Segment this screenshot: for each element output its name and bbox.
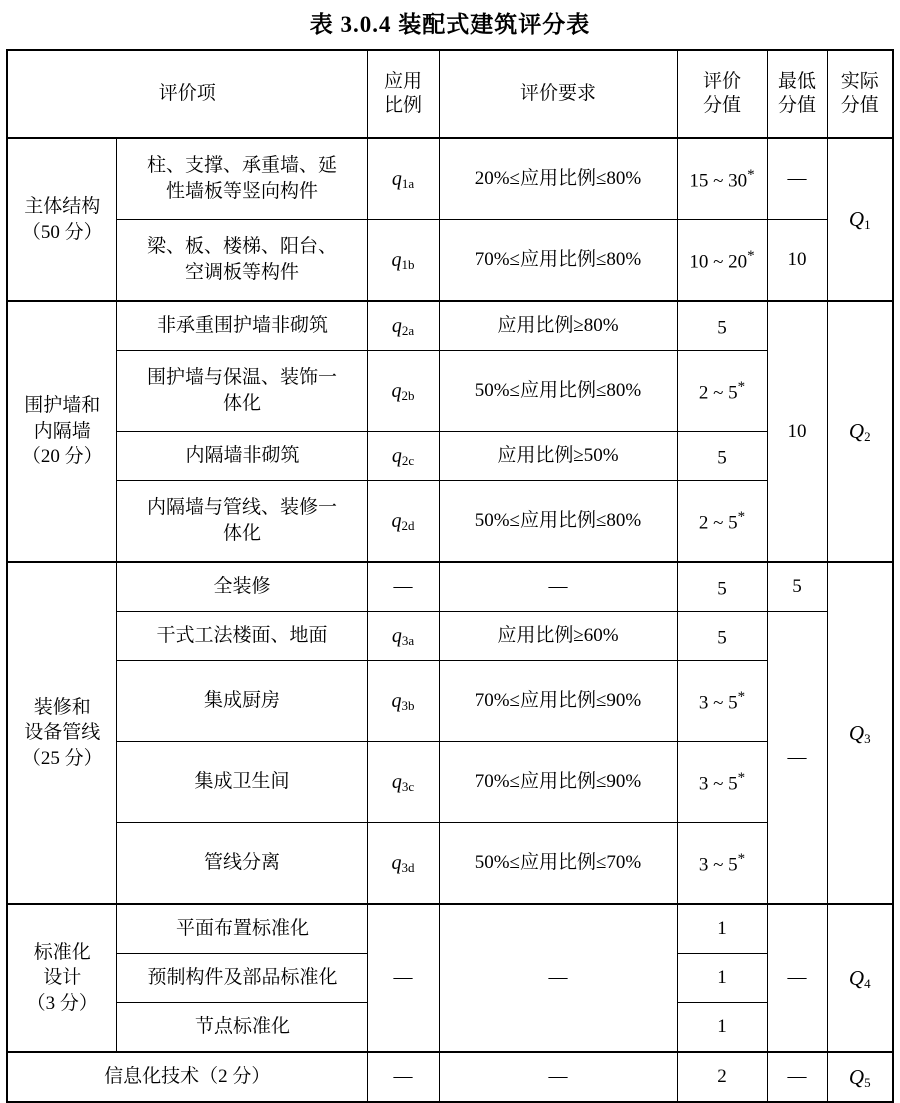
ratio-symbol: [367, 742, 439, 823]
ratio-symbol: —: [367, 904, 439, 1052]
symbol-sub: 2d: [401, 517, 415, 533]
actual-base: Q: [848, 965, 865, 990]
symbol-base: q: [391, 624, 402, 647]
section-standardization-line1: 标准化: [33, 941, 91, 963]
symbol-base: q: [391, 444, 402, 467]
symbol-base: q: [391, 167, 402, 190]
item-label: [117, 481, 367, 563]
score-star: *: [737, 508, 746, 525]
symbol-sub: 3a: [401, 632, 415, 648]
requirement-text: 70%≤应用比例≤90%: [439, 742, 677, 823]
section-envelope-line2: 内隔墙: [33, 420, 91, 442]
header-min-score: [767, 50, 827, 138]
score-value: 1: [677, 904, 767, 954]
section-standardization-line2: 设计: [43, 967, 82, 989]
table-row: [7, 562, 893, 612]
score-star: *: [737, 688, 746, 705]
ratio-symbol: [367, 432, 439, 481]
score-value: [677, 351, 767, 432]
score-star: *: [737, 769, 746, 786]
item-label: [117, 138, 367, 220]
item-label: 节点标准化: [117, 1003, 367, 1053]
score-value: 1: [677, 954, 767, 1003]
ratio-symbol: [367, 823, 439, 905]
score-value: [677, 612, 767, 661]
symbol-base: q: [391, 509, 402, 532]
section-name-structure: [7, 138, 117, 301]
score-value: [677, 562, 767, 612]
requirement-text: 20%≤应用比例≤80%: [439, 138, 677, 220]
table-row: [7, 904, 893, 954]
page-title: 表 3.0.4 装配式建筑评分表: [309, 12, 591, 37]
assembly-building-score-table: [6, 49, 894, 1103]
symbol-sub: 2b: [401, 387, 415, 403]
score-number: 15 ~ 30: [689, 169, 748, 191]
table-row-information-technology: [7, 1052, 893, 1102]
symbol-sub: 2c: [401, 452, 415, 468]
table-row: [7, 351, 893, 432]
score-number: 5: [717, 626, 727, 648]
score-value: 2: [677, 1052, 767, 1102]
section-min-score-envelope: 10: [767, 301, 827, 562]
symbol-base: q: [391, 851, 402, 874]
score-number: 3 ~ 5: [698, 853, 738, 875]
header-ratio-line1: 应用: [383, 71, 422, 93]
item-label: [117, 220, 367, 302]
header-actual-score: [827, 50, 893, 138]
row-min-score: 10: [767, 220, 827, 302]
actual-score-envelope: [827, 301, 893, 562]
section-standardization-line3: （3 分）: [26, 992, 98, 1014]
requirement-text: 50%≤应用比例≤80%: [439, 351, 677, 432]
requirement-text: 应用比例≥60%: [439, 612, 677, 661]
actual-base: Q: [848, 1064, 865, 1089]
score-number: 5: [717, 577, 727, 599]
section-decoration-line2: 设备管线: [24, 722, 101, 744]
item-line1: 柱、支撑、承重墙、延: [146, 155, 337, 177]
item-line2: 空调板等构件: [184, 262, 299, 283]
section-name-decoration: [7, 562, 117, 904]
actual-score-structure: [827, 138, 893, 301]
section-envelope-line3: （20 分）: [21, 446, 103, 468]
actual-sub: 3: [864, 730, 871, 746]
item-label: 集成厨房: [117, 661, 367, 742]
section-min-score-it: —: [767, 1052, 827, 1102]
table-header-row: [7, 50, 893, 138]
table-row: [7, 742, 893, 823]
header-actual-line2: 分值: [840, 95, 879, 116]
header-item: 评价项: [7, 50, 367, 138]
ratio-symbol: —: [367, 1052, 439, 1102]
score-number: 2 ~ 5: [698, 511, 738, 533]
actual-base: Q: [848, 207, 865, 232]
item-label: 平面布置标准化: [117, 904, 367, 954]
item-label: 信息化技术（2 分）: [7, 1052, 367, 1102]
ratio-symbol: [367, 612, 439, 661]
ratio-symbol: [367, 301, 439, 351]
actual-score-it: [827, 1052, 893, 1102]
section-structure-line2: （50 分）: [21, 221, 103, 243]
table-row: [7, 220, 893, 302]
item-line2: 体化: [222, 523, 261, 544]
symbol-base: q: [391, 770, 402, 793]
table-row: [7, 301, 893, 351]
actual-score-standardization: [827, 904, 893, 1052]
score-value: 1: [677, 1003, 767, 1053]
requirement-text: 50%≤应用比例≤70%: [439, 823, 677, 905]
requirement-text: 应用比例≥50%: [439, 432, 677, 481]
section-decoration-line3: （25 分）: [21, 747, 103, 769]
section-name-envelope: [7, 301, 117, 562]
item-line2: 体化: [222, 393, 261, 414]
actual-sub: 1: [864, 217, 871, 233]
table-row: [7, 432, 893, 481]
actual-sub: 5: [864, 1074, 871, 1090]
symbol-sub: 3b: [401, 697, 415, 713]
score-value: [677, 220, 767, 302]
symbol-sub: 1a: [401, 175, 415, 191]
symbol-sub: 1b: [401, 256, 415, 272]
ratio-symbol: —: [367, 562, 439, 612]
section-envelope-line1: 围护墙和: [24, 395, 101, 417]
score-value: [677, 823, 767, 905]
requirement-text: —: [439, 904, 677, 1052]
requirement-text: 70%≤应用比例≤80%: [439, 220, 677, 302]
row-min-score: —: [767, 138, 827, 220]
score-value: [677, 432, 767, 481]
section-min-score-decoration: —: [767, 612, 827, 905]
item-line1: 内隔墙与管线、装修一: [146, 497, 337, 519]
ratio-symbol: [367, 351, 439, 432]
actual-score-decoration: [827, 562, 893, 904]
header-ratio-line2: 比例: [383, 95, 422, 116]
header-min-line2: 分值: [777, 95, 816, 116]
item-label: 干式工法楼面、地面: [117, 612, 367, 661]
item-line1: 梁、板、楼梯、阳台、: [146, 236, 337, 258]
score-star: *: [737, 378, 746, 395]
section-structure-line1: 主体结构: [24, 195, 101, 217]
requirement-text: —: [439, 1052, 677, 1102]
section-min-score-standardization: —: [767, 904, 827, 1052]
score-number: 2 ~ 5: [698, 381, 738, 403]
score-value: [677, 138, 767, 220]
item-label: 全装修: [117, 562, 367, 612]
item-label: 预制构件及部品标准化: [117, 954, 367, 1003]
section-name-standardization: [7, 904, 117, 1052]
ratio-symbol: [367, 220, 439, 302]
table-row: [7, 661, 893, 742]
item-line1: 围护墙与保温、装饰一: [146, 367, 337, 389]
header-ratio: [367, 50, 439, 138]
score-value: [677, 481, 767, 563]
score-number: 5: [717, 316, 727, 338]
ratio-symbol: [367, 481, 439, 563]
ratio-symbol: [367, 138, 439, 220]
score-star: *: [747, 166, 755, 183]
header-score-line1: 评价: [702, 71, 741, 93]
actual-base: Q: [848, 419, 865, 444]
table-row: [7, 481, 893, 563]
item-label: 非承重围护墙非砌筑: [117, 301, 367, 351]
symbol-base: q: [391, 248, 402, 271]
item-label: [117, 351, 367, 432]
score-number: 3 ~ 5: [698, 691, 738, 713]
header-score: [677, 50, 767, 138]
header-actual-line1: 实际: [840, 71, 879, 93]
symbol-sub: 3d: [401, 859, 415, 875]
score-value: [677, 742, 767, 823]
requirement-text: —: [439, 562, 677, 612]
score-number: 10 ~ 20: [689, 250, 748, 272]
item-label: 内隔墙非砌筑: [117, 432, 367, 481]
requirement-text: 50%≤应用比例≤80%: [439, 481, 677, 563]
item-label: 管线分离: [117, 823, 367, 905]
requirement-text: 应用比例≥80%: [439, 301, 677, 351]
actual-sub: 2: [864, 429, 871, 445]
actual-sub: 4: [864, 975, 871, 991]
header-requirement: 评价要求: [439, 50, 677, 138]
score-number: 5: [717, 446, 727, 468]
table-row: [7, 612, 893, 661]
ratio-symbol: [367, 661, 439, 742]
score-star: *: [747, 247, 755, 264]
item-label: 集成卫生间: [117, 742, 367, 823]
symbol-sub: 2a: [401, 322, 415, 338]
score-value: [677, 301, 767, 351]
row-min-score: 5: [767, 562, 827, 612]
item-line2: 性墙板等竖向构件: [165, 181, 318, 202]
actual-base: Q: [848, 720, 865, 745]
score-value: [677, 661, 767, 742]
symbol-base: q: [391, 379, 402, 402]
requirement-text: 70%≤应用比例≤90%: [439, 661, 677, 742]
table-row: [7, 138, 893, 220]
header-min-line1: 最低: [777, 71, 816, 93]
header-score-line2: 分值: [702, 95, 741, 116]
symbol-base: q: [391, 314, 402, 337]
score-star: *: [737, 850, 746, 867]
symbol-base: q: [391, 689, 402, 712]
section-decoration-line1: 装修和: [33, 696, 91, 718]
score-number: 3 ~ 5: [698, 772, 738, 794]
table-row: [7, 823, 893, 905]
symbol-sub: 3c: [401, 778, 415, 794]
